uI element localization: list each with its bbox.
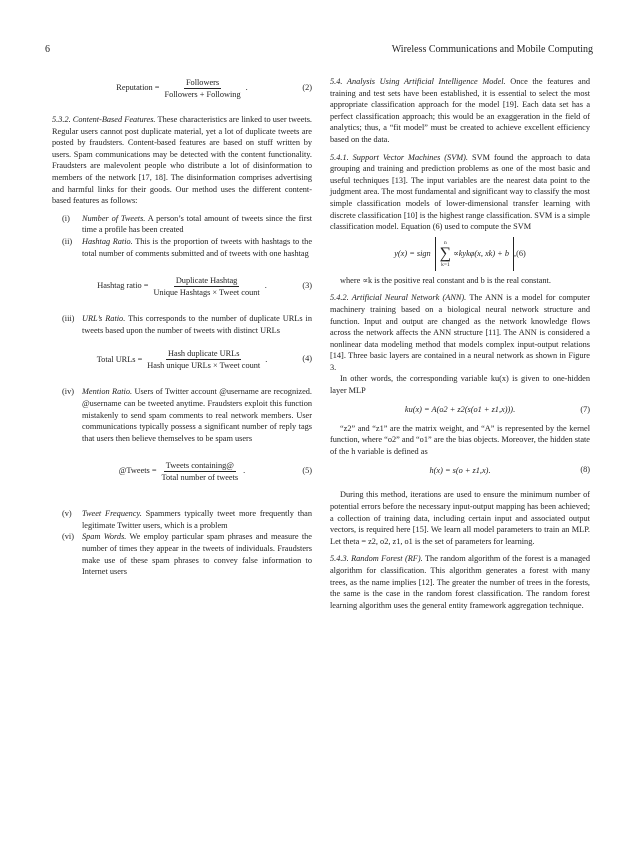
section-5-4: 5.4. Analysis Using Artificial Intelligence Model. Once the features and training and test sets have been established, it is essential to select the most appropriate classification approach for the model [19]. Each data set has a perfect classification approach; this would be an exaggeration in the field of analytics; thus, a “fit model” must be created to achieve excellent efficiency based on the data.	[330, 77, 591, 144]
equation-5: @Tweets = $\frac{\text{Tweets containing@}}{\text{Total number of tweets}}$ . (5)	[118, 460, 312, 482]
feature-list-c	[52, 386, 312, 444]
list-item-text: This is the proportion of tweets with hashtags to the total number of comments submitted and of tweets with one hashtag	[82, 236, 312, 258]
list-item	[52, 236, 312, 259]
list-item-label: (iii)	[62, 314, 75, 324]
equation-8: h(x) = s(o + z1,x) . (8)	[429, 465, 590, 475]
equation-7: ku(x) = A(o2 + z2(s(o1 + z1,x))) . (7)	[404, 404, 590, 414]
equation-number: (2)	[302, 83, 312, 93]
list-item-text: We employ particular spam phrases and measure the number of times they appear in the tweets of individuals. Fraudsters make use of these spam phrases to convey false information to Internet users	[82, 532, 312, 577]
feature-list-b	[52, 313, 312, 336]
list-item-title: Tweet Frequency.	[82, 509, 142, 519]
list-item-title: Number of Tweets.	[82, 213, 146, 223]
feature-list-d	[52, 508, 312, 578]
list-item-label: (iv)	[62, 387, 74, 397]
section-5-4-1: 5.4.1. Support Vector Machines (SVM). SVM found the approach to data grouping and training and prediction problems as one of the most basic and useful techniques [13]. The input variables are the nearest data point to the judgment area. The most fundamental and significant way to classify the most simple classification models of lower-dimensional transfer learning with discrete classification [10] is the highest range classification. SVM is a simple classification model. Equation (6) used to compute the SVM	[330, 152, 591, 232]
list-item-label: (vi)	[62, 532, 74, 542]
list-item-label: (ii)	[62, 236, 73, 246]
section-5-4-2-para2: In other words, the corresponding variable ku(x) is given to one-hidden layer MLP	[330, 374, 590, 396]
list-item-label: (i)	[62, 213, 70, 223]
eq7-explanation: “z2” and “z1” are the matrix weight, and “A” is represented by the kernel function, where “o2” and “o1” are the bias objects. Moreover, the hidden state of the h variable is defined as	[330, 423, 590, 456]
list-item	[52, 508, 312, 531]
journal-title: Wireless Communications and Mobile Computing	[391, 44, 593, 55]
list-item-title: URL’s Ratio.	[82, 314, 126, 324]
section-5-4-2: 5.4.2. Artificial Neural Network (ANN). The ANN is a model for computer machinery training based on a biological neural network structure and function. Input and output are changed as the network knowledge flows across the network affects the ANN structure [11]. The ANN is considered a nonlinear data modeling method that models complex input-output relations [14]. Three basic layers are contained in a neural network as shown in Figure 3.	[330, 293, 590, 372]
list-item	[52, 213, 312, 236]
list-item	[52, 386, 312, 444]
equation-3: Hashtag ratio = $\frac{\text{Duplicate Hashtag}}{\text{Unique Hashtags × Tweet count}}$ . (3)	[97, 275, 312, 297]
page-number: 6	[45, 44, 50, 55]
list-item-title: Hashtag Ratio.	[82, 236, 133, 246]
list-item-text: Users of Twitter account @username are recognized. @username can be tweeted anytime. Fraudsters exploit this function mistakenly to send spam comments to real network members. User communications typically possess a significant number of reply tags that users then believe themselves to be spam users	[82, 387, 312, 443]
eq6-explanation: where ∝k is the positive real constant and b is the real constant.	[340, 275, 551, 285]
list-item-title: Mention Ratio.	[82, 387, 133, 397]
equation-6: y(x) = sign n ∑ k=1 ∝kykφ(x, xk) + b , (6)	[330, 233, 590, 275]
list-item-title: Spam Words.	[82, 532, 127, 542]
list-item-text: A person’s total amount of tweets since the first time a profile has been created	[82, 213, 313, 235]
list-item-label: (v)	[62, 509, 72, 519]
iteration-paragraph: During this method, iterations are used to ensure the minimum number of potential errors before the necessary input-output mapping has been achieved; a collection of training data, including certain input and associated output vectors, is required here [15]. We learn all model parameters to train an MLP. Let theta = z2, o2, z1, o1 is the set of parameters for learning.	[330, 490, 590, 546]
section-5-3-2: 5.3.2. Content-Based Features. These characteristics are linked to user tweets. Regular users cannot post duplicate material, yet a lot of duplicate tweets are posted by fraudsters. Content-based features are based on stuff written by users. Spam communications may be detected with the content functionality. Fraudsters are malevolent people who distribute a lot of disinformation to members of the network [17, 18]. The disinformation comprises advertising and harmful links for their goods. Our method uses the different content-based features as follows:	[52, 115, 312, 206]
list-item-text: This corresponds to the number of duplicate URLs in tweets based upon the number of tweets with distinct URLs	[82, 314, 312, 335]
list-item	[52, 313, 312, 336]
equation-4: Total URLs = $\frac{\text{Hash duplicate URLs}}{\text{Hash unique URLs × Tweet count}}$ . (4)	[96, 348, 312, 370]
left-column	[52, 76, 312, 578]
feature-list-a	[52, 213, 312, 259]
list-item-text: Spammers typically tweet more frequently than legitimate Twitter users, which is a problem	[82, 509, 312, 530]
equation-2: Reputation = $\frac{\text{Followers}}{\text{Followers + Following}}$ . (2)	[116, 77, 312, 99]
right-column	[330, 76, 590, 611]
list-item	[52, 531, 312, 577]
section-5-4-3: 5.4.3. Random Forest (RF). The random algorithm of the forest is a managed algorithm for classification. This algorithm generates a forest with many trees, as the name implies [12]. The greater the number of trees in the forests, the same is the case in the random forest classification. The random forest learning algorithm uses the general entity framework aggregation technique.	[330, 554, 590, 610]
